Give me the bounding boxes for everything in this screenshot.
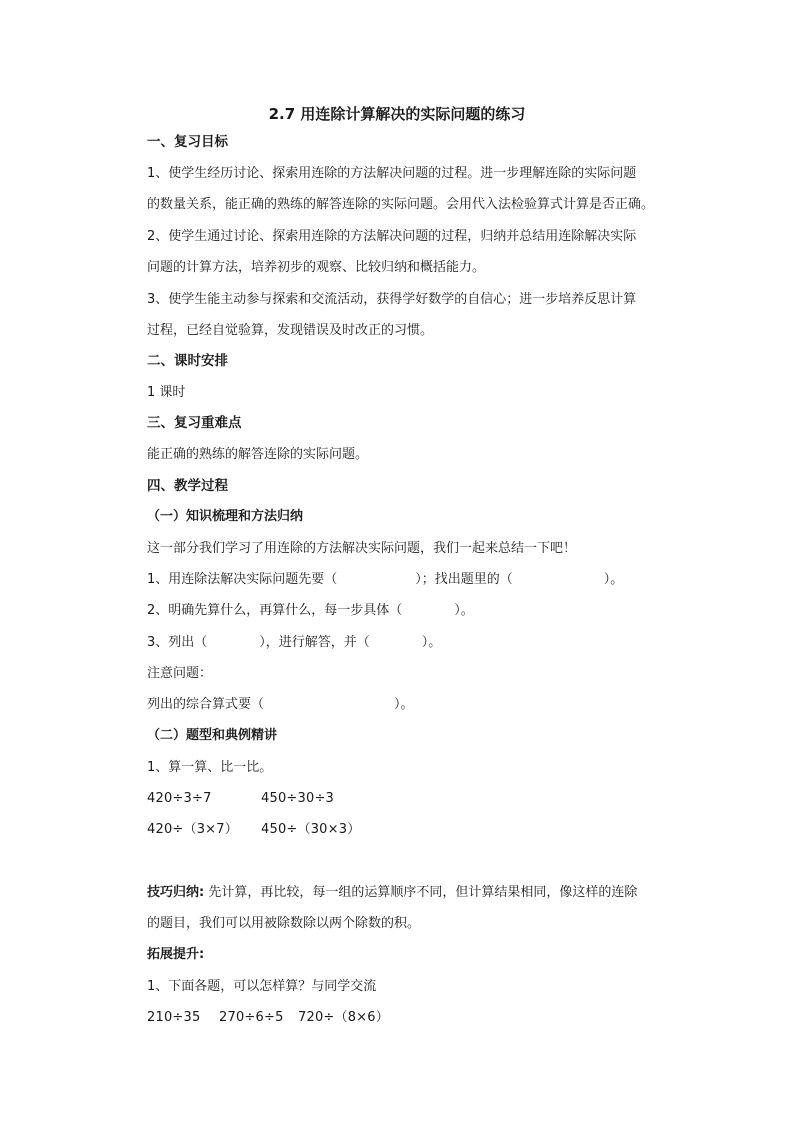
subsection-heading-knowledge: （一）知识梳理和方法归纳 xyxy=(147,509,304,524)
extension-label: 拓展提升: xyxy=(147,947,205,962)
goal-3-line-2: 过程，已经自觉验算，发现错误及时改正的习惯。 xyxy=(147,323,434,338)
page-title: 2.7 用连除计算解决的实际问题的练习 xyxy=(268,105,526,123)
goal-2-line-2: 问题的计算方法，培养初步的观察、比较归纳和概括能力。 xyxy=(147,260,486,275)
calc-3b: 270÷6÷5 xyxy=(219,1010,284,1025)
goal-1-line-2: 的数量关系，能正确的熟练的解答连除的实际问题。会用代入法检验算式计算是否正确。 xyxy=(147,197,655,212)
goal-1-line-1: 1、使学生经历讨论、探索用连除的方法解决问题的过程。进一步理解连除的实际问题 xyxy=(147,166,637,181)
schedule-text: 1 课时 xyxy=(147,385,186,400)
tip-label: 技巧归纳: xyxy=(147,885,205,900)
example-1-title: 1、算一算、比一比。 xyxy=(147,760,273,775)
calc-1a: 420÷3÷7 xyxy=(147,791,212,806)
question-3: 3、列出（ ），进行解答，并（ ）。 xyxy=(147,635,442,650)
tip-paragraph-line-1 xyxy=(147,884,637,902)
calc-2b: 450÷（30×3） xyxy=(261,822,361,837)
question-4: 列出的综合算式要（ ）。 xyxy=(147,697,414,712)
section-heading-teaching-process: 四、教学过程 xyxy=(147,478,228,494)
question-1: 1、用连除法解决实际问题先要（ ）；找出题里的（ ）。 xyxy=(147,572,624,587)
calc-3c: 720÷（8×6） xyxy=(298,1010,389,1025)
section-heading-key-points: 三、复习重难点 xyxy=(147,415,242,431)
tip-paragraph-line-2: 的题目，我们可以用被除数除以两个除数的积。 xyxy=(147,916,421,931)
calc-3a: 210÷35 xyxy=(147,1010,201,1025)
goal-3-line-1: 3、使学生能主动参与探索和交流活动，获得学好数学的自信心；进一步培养反思计算 xyxy=(147,292,637,307)
key-points-text: 能正确的熟练的解答连除的实际问题。 xyxy=(147,447,369,462)
tip-text-1: 先计算，再比较，每一组的运算顺序不同，但计算结果相同，像这样的连除 xyxy=(204,885,638,900)
calc-1b: 450÷30÷3 xyxy=(261,791,335,806)
section-heading-review-goals: 一、复习目标 xyxy=(147,134,228,150)
note-label: 注意问题： xyxy=(147,666,213,681)
extension-question-1: 1、下面各题，可以怎样算？与同学交流 xyxy=(147,979,377,994)
section-heading-schedule: 二、课时安排 xyxy=(147,353,228,369)
subsection-heading-examples: （二）题型和典例精讲 xyxy=(147,728,278,743)
goal-2-line-1: 2、使学生通过讨论、探索用连除的方法解决问题的过程，归纳并总结用连除解决实际 xyxy=(147,229,637,244)
calc-2a: 420÷（3×7） xyxy=(147,822,238,837)
summary-intro: 这一部分我们学习了用连除的方法解决实际问题，我们一起来总结一下吧！ xyxy=(147,541,577,556)
question-2: 2、明确先算什么，再算什么，每一步具体（ ）。 xyxy=(147,603,474,618)
